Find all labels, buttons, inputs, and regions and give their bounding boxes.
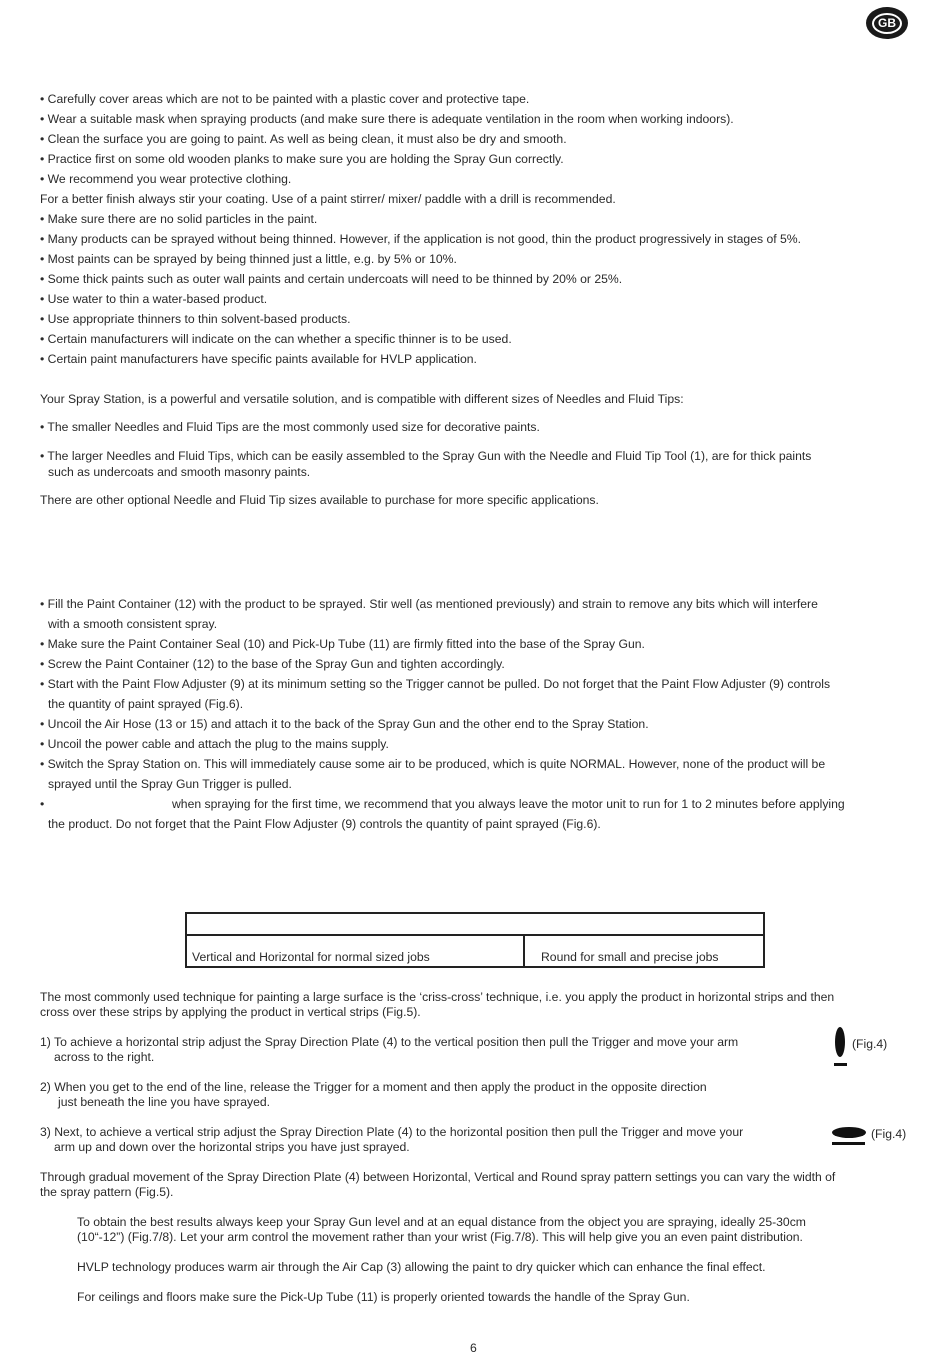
list-item: • Start with the Paint Flow Adjuster (9) at its minimum setting so the Trigger cannot be pulled. Do not forget that the Paint Flow Adjuster (9) controls [40,677,831,691]
country-badge [866,7,908,39]
tip-text: For ceilings and floors make sure the Pick-Up Tube (11) is properly oriented towards the handle of the Spray Gun. [77,1290,690,1304]
list-item-continuation: the product. Do not forget that the Paint Flow Adjuster (9) controls the quantity of paint sprayed (Fig.6). [48,817,601,831]
list-item: • Certain paint manufacturers have specific paints available for HVLP application. [40,352,477,366]
list-item: • Make sure the Paint Container Seal (10) and Pick-Up Tube (11) are firmly fitted into the base of the Spray Gun. [40,637,645,651]
list-item: • Practice first on some old wooden planks to make sure you are holding the Spray Gun correctly. [40,152,564,166]
page-number: 6 [470,1341,477,1355]
spray-pattern-table [185,912,765,968]
step-1: 1) To achieve a horizontal strip adjust the Spray Direction Plate (4) to the vertical position then pull the Trigger and move your arm [40,1035,739,1049]
list-item: • Make sure there are no solid particles in the paint. [40,212,318,226]
table-header-row [187,914,763,936]
list-item: • Use appropriate thinners to thin solvent-based products. [40,312,351,326]
fig-reference: (Fig.4) [852,1037,888,1051]
list-item-continuation: with a smooth consistent spray. [48,617,218,631]
list-item-continuation: the quantity of paint sprayed (Fig.6). [48,697,244,711]
vertical-spray-pattern-icon [835,1027,845,1057]
step-3: 3) Next, to achieve a vertical strip adjust the Spray Direction Plate (4) to the horizontal position then pull the Trigger and move your [40,1125,744,1139]
tip-text: (10“-12”) (Fig.7/8). Let your arm control the movement rather than your wrist (Fig.7/8). This will help give you an even paint distribution. [77,1230,803,1244]
technique-paragraph: cross over these strips by applying the product in vertical strips (Fig.5). [40,1005,421,1019]
tip-text: To obtain the best results always keep your Spray Gun level and at an equal distance from the object you are spraying, ideally 25-30cm [77,1215,806,1229]
horizontal-spray-pattern-base-icon [832,1142,865,1145]
list-item: • Uncoil the Air Hose (13 or 15) and attach it to the back of the Spray Gun and the other end to the Spray Station. [40,717,649,731]
list-item-continuation: sprayed until the Spray Gun Trigger is pulled. [48,777,292,791]
table-divider [523,934,525,968]
step-2-continuation: just beneath the line you have sprayed. [58,1095,271,1109]
table-cell-vertical-horizontal: Vertical and Horizontal for normal sized jobs [192,950,430,964]
list-item: • Many products can be sprayed without being thinned. However, if the application is not good, thin the product progressively in stages of 5%. [40,232,802,246]
needles-outro: There are other optional Needle and Fluid Tip sizes available to purchase for more specific applications. [40,493,599,507]
list-item: • The smaller Needles and Fluid Tips are the most commonly used size for decorative paints. [40,420,540,434]
list-item: For a better finish always stir your coating. Use of a paint stirrer/ mixer/ paddle with a drill is recommended. [40,192,616,206]
vertical-spray-pattern-base-icon [834,1063,847,1066]
list-item-bullet: • [40,797,45,811]
country-badge-label: GB [872,13,902,34]
list-item: • Carefully cover areas which are not to be painted with a plastic cover and protective tape. [40,92,530,106]
list-item: • Some thick paints such as outer wall paints and certain undercoats will need to be thinned by 20% or 25%. [40,272,623,286]
fig-reference: (Fig.4) [871,1127,907,1141]
table-cell-round: Round for small and precise jobs [541,950,719,964]
technique-paragraph: the spray pattern (Fig.5). [40,1185,174,1199]
step-2: 2) When you get to the end of the line, release the Trigger for a moment and then apply the product in the opposite direction [40,1080,707,1094]
list-item: • Fill the Paint Container (12) with the product to be sprayed. Stir well (as mentioned previously) and strain to remove any bits which will interfere [40,597,818,611]
list-item: when spraying for the first time, we recommend that you always leave the motor unit to run for 1 to 2 minutes before applying [172,797,845,811]
list-item: • Switch the Spray Station on. This will immediately cause some air to be produced, which is quite NORMAL. However, none of the product will be [40,757,826,771]
step-1-continuation: across to the right. [54,1050,155,1064]
list-item: • Uncoil the power cable and attach the plug to the mains supply. [40,737,389,751]
list-item: • Clean the surface you are going to paint. As well as being clean, it must also be dry and smooth. [40,132,567,146]
list-item: • The larger Needles and Fluid Tips, which can be easily assembled to the Spray Gun with the Needle and Fluid Tip Tool (1), are for thick paints [40,449,812,463]
list-item: • Wear a suitable mask when spraying products (and make sure there is adequate ventilation in the room when working indoors). [40,112,734,126]
list-item: • Most paints can be sprayed by being thinned just a little, e.g. by 5% or 10%. [40,252,457,266]
technique-paragraph: Through gradual movement of the Spray Direction Plate (4) between Horizontal, Vertical and Round spray pattern settings you can vary the width of [40,1170,836,1184]
list-item-continuation: such as undercoats and smooth masonry paints. [48,465,311,479]
list-item: • We recommend you wear protective clothing. [40,172,292,186]
list-item: • Use water to thin a water-based product. [40,292,268,306]
list-item: • Certain manufacturers will indicate on the can whether a specific thinner is to be used. [40,332,512,346]
needles-intro: Your Spray Station, is a powerful and versatile solution, and is compatible with different sizes of Needles and Fluid Tips: [40,392,684,406]
horizontal-spray-pattern-icon [832,1127,866,1138]
step-3-continuation: arm up and down over the horizontal strips you have just sprayed. [54,1140,410,1154]
list-item: • Screw the Paint Container (12) to the base of the Spray Gun and tighten accordingly. [40,657,505,671]
technique-paragraph: The most commonly used technique for painting a large surface is the ‘criss-cross’ technique, i.e. you apply the product in horizontal strips and then [40,990,835,1004]
tip-text: HVLP technology produces warm air through the Air Cap (3) allowing the paint to dry quicker which can enhance the final effect. [77,1260,766,1274]
